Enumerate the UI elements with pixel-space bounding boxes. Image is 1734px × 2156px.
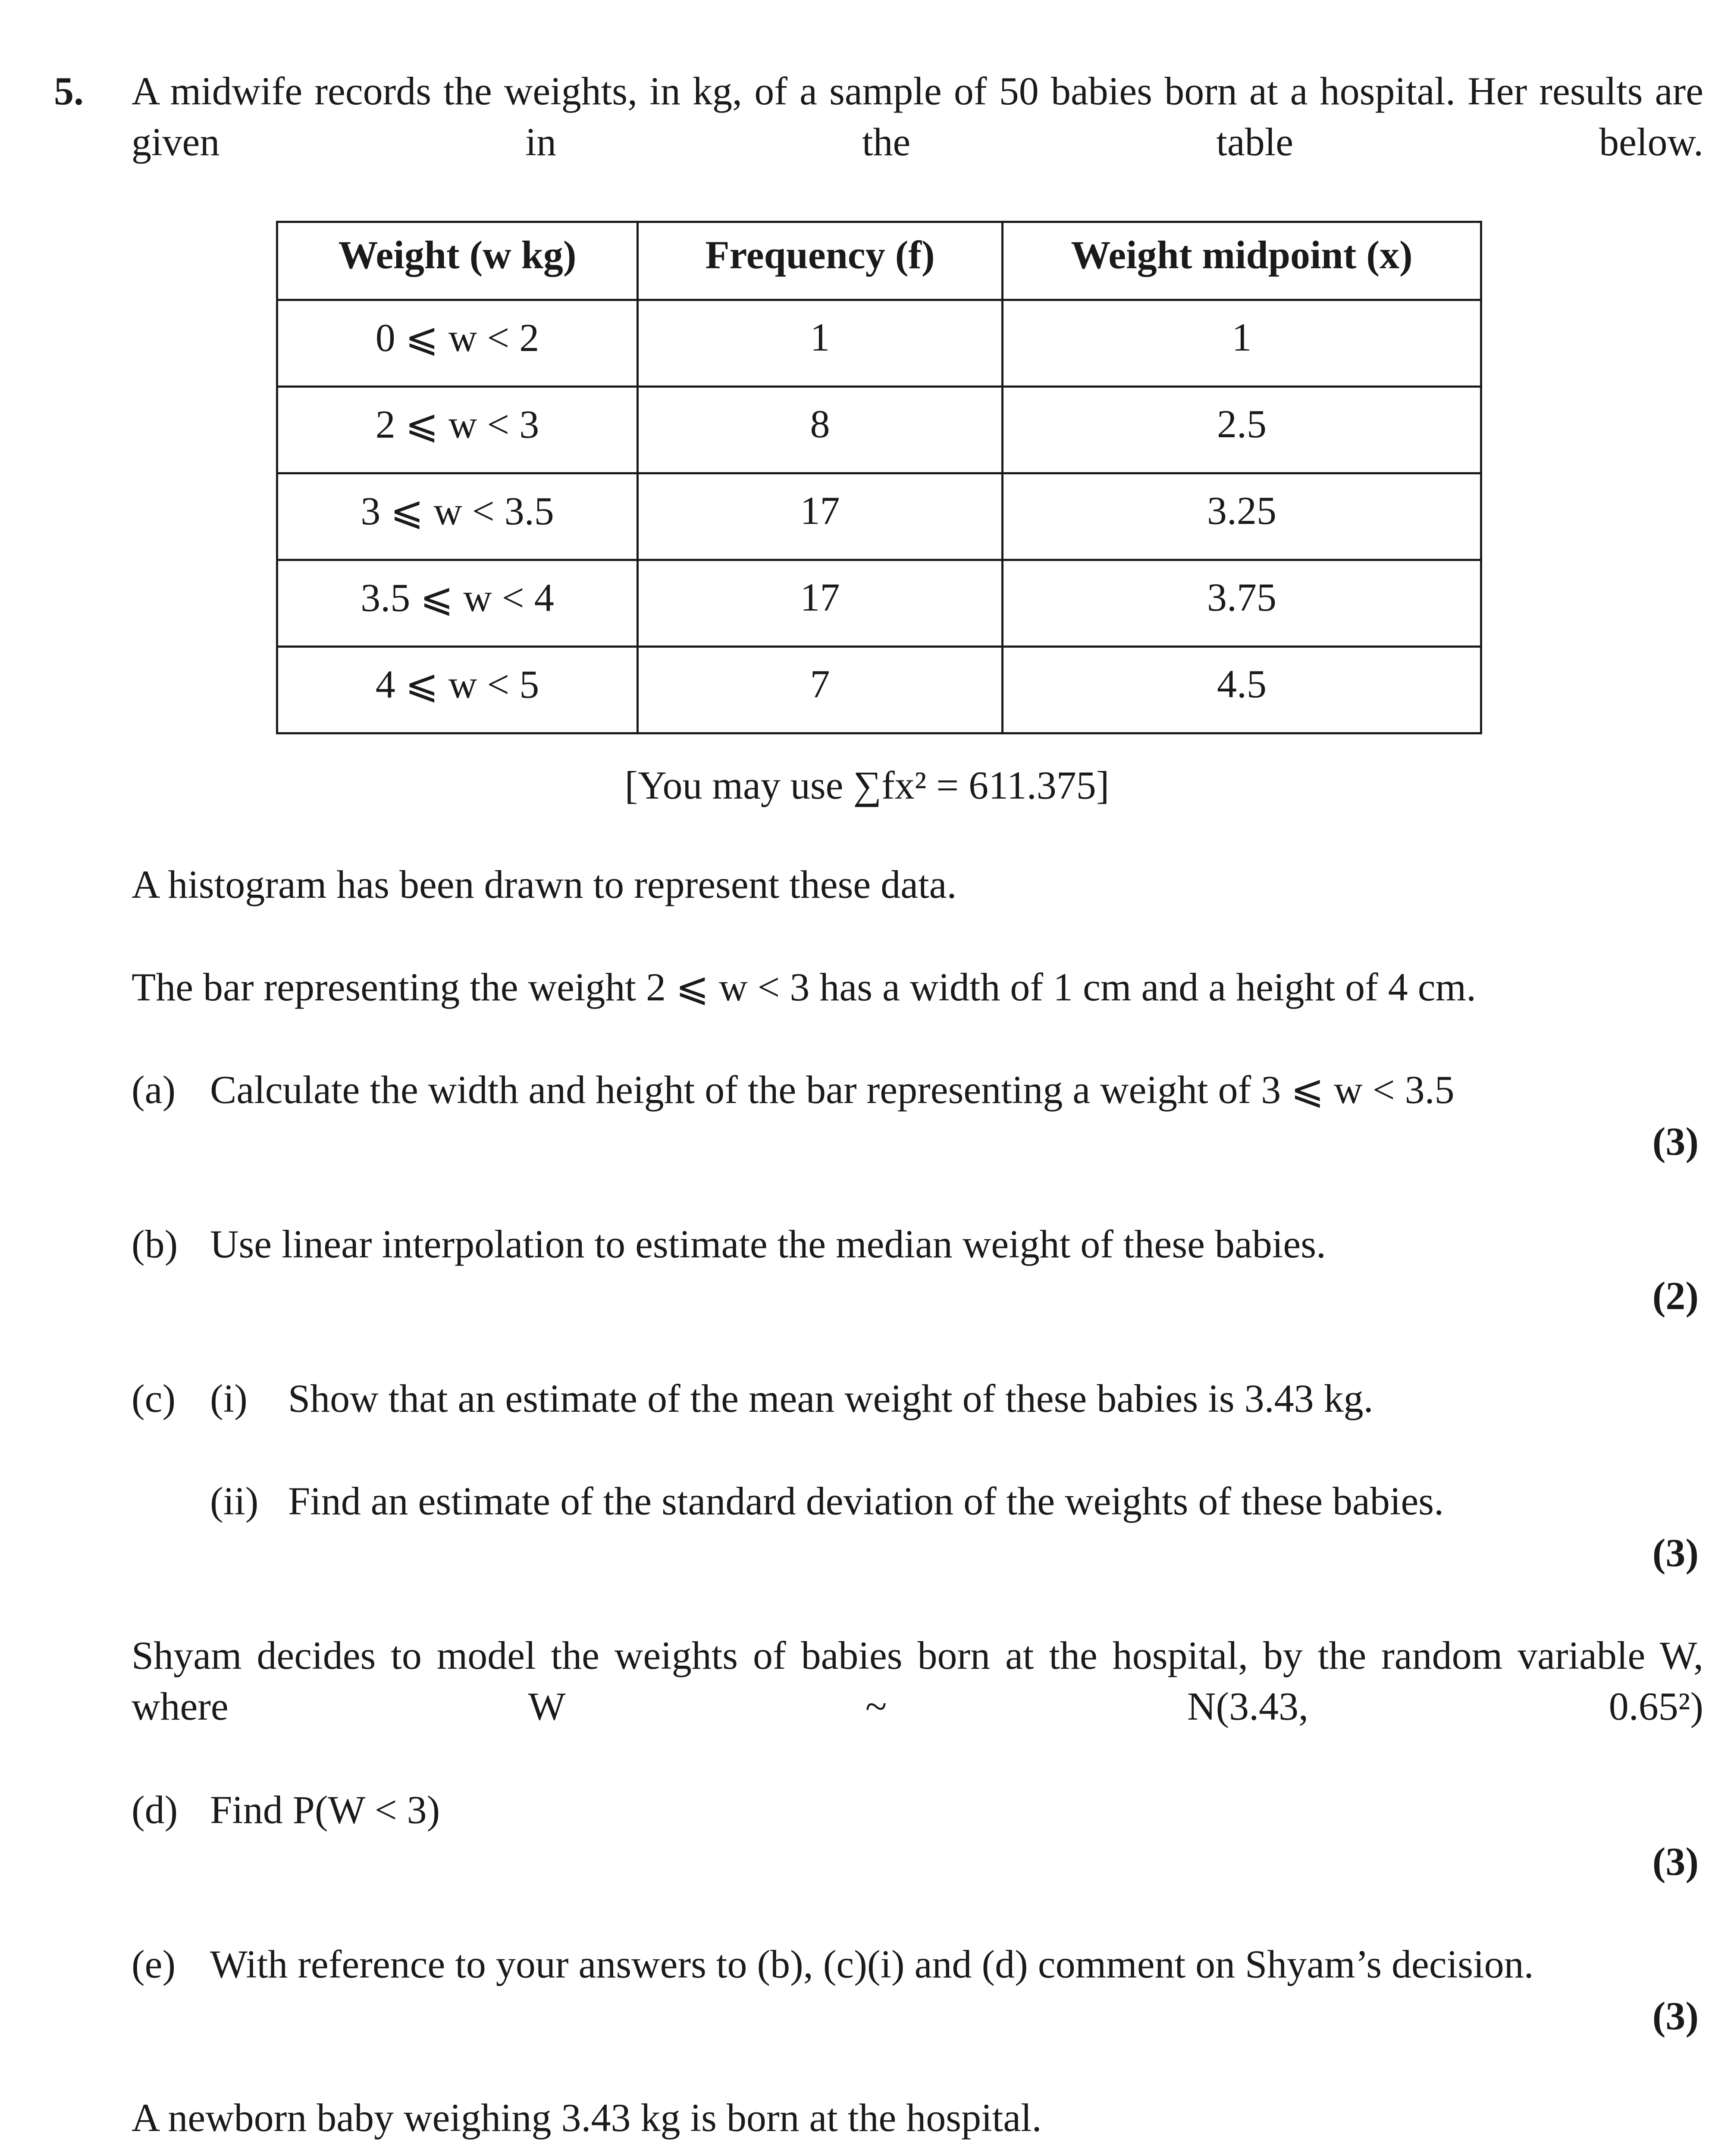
part-a-label: (a) [132, 1068, 176, 1112]
header-weight: Weight (w kg) [277, 222, 638, 300]
bar-info-statement: The bar representing the weight 2 ⩽ w < 3 has a width of 1 cm and a height of 4 cm. [132, 965, 1477, 1009]
midpoint-cell: 3.25 [1003, 473, 1481, 560]
part-a-marks: (3) [1652, 1119, 1699, 1163]
frequency-cell: 8 [638, 387, 1003, 473]
question-number: 5. [54, 69, 84, 113]
part-b-text: Use linear interpolation to estimate the median weight of these babies. [210, 1222, 1326, 1266]
header-midpoint: Weight midpoint (x) [1003, 222, 1481, 300]
part-a-text: Calculate the width and height of the bar representing a weight of 3 ⩽ w < 3.5 [210, 1068, 1455, 1112]
part-c-ii-label: (ii) [210, 1479, 259, 1523]
weight-cell: 3.5 ⩽ w < 4 [277, 560, 638, 647]
part-d-label: (d) [132, 1788, 178, 1832]
part-b-label: (b) [132, 1222, 178, 1266]
table-row [277, 300, 1481, 387]
table-row [277, 560, 1481, 647]
part-c-marks: (3) [1652, 1531, 1699, 1575]
frequency-cell: 17 [638, 473, 1003, 560]
question-intro: A midwife records the weights, in kg, of a sample of 50 babies born at a hospital. Her results are given in the table below. [132, 69, 1703, 164]
table-row [277, 647, 1481, 733]
midpoint-cell: 3.75 [1003, 560, 1481, 647]
frequency-cell: 1 [638, 300, 1003, 387]
newborn-statement: A newborn baby weighing 3.43 kg is born at the hospital. [132, 2096, 1042, 2140]
table-row [277, 473, 1481, 560]
frequency-table [276, 221, 1482, 734]
part-c-label: (c) [132, 1376, 176, 1420]
weight-cell: 0 ⩽ w < 2 [277, 300, 638, 387]
midpoint-cell: 4.5 [1003, 647, 1481, 733]
part-e-text: With reference to your answers to (b), (c)(i) and (d) comment on Shyam’s decision. [210, 1942, 1534, 1986]
frequency-cell: 17 [638, 560, 1003, 647]
part-c-i-label: (i) [210, 1376, 248, 1420]
part-e-marks: (3) [1652, 1994, 1699, 2038]
part-c-i-text: Show that an estimate of the mean weight of these babies is 3.43 kg. [288, 1376, 1373, 1420]
table-row [277, 387, 1481, 473]
histogram-statement: A histogram has been drawn to represent these data. [132, 862, 957, 906]
header-frequency: Frequency (f) [638, 222, 1003, 300]
part-c-ii-text: Find an estimate of the standard deviation of the weights of these babies. [288, 1479, 1444, 1523]
part-e-label: (e) [132, 1942, 176, 1986]
frequency-cell: 7 [638, 647, 1003, 733]
table-hint: [You may use ∑fx² = 611.375] [624, 763, 1110, 807]
midpoint-cell: 1 [1003, 300, 1481, 387]
midpoint-cell: 2.5 [1003, 387, 1481, 473]
table-header-row [277, 222, 1481, 300]
weight-cell: 2 ⩽ w < 3 [277, 387, 638, 473]
part-d-marks: (3) [1652, 1839, 1699, 1883]
weight-cell: 4 ⩽ w < 5 [277, 647, 638, 733]
part-d-text: Find P(W < 3) [210, 1788, 440, 1832]
weight-cell: 3 ⩽ w < 3.5 [277, 473, 638, 560]
shyam-statement: Shyam decides to model the weights of babies born at the hospital, by the random variable W, where W ~ N(3.43, 0.65²) [132, 1633, 1703, 1728]
part-b-marks: (2) [1652, 1274, 1699, 1318]
